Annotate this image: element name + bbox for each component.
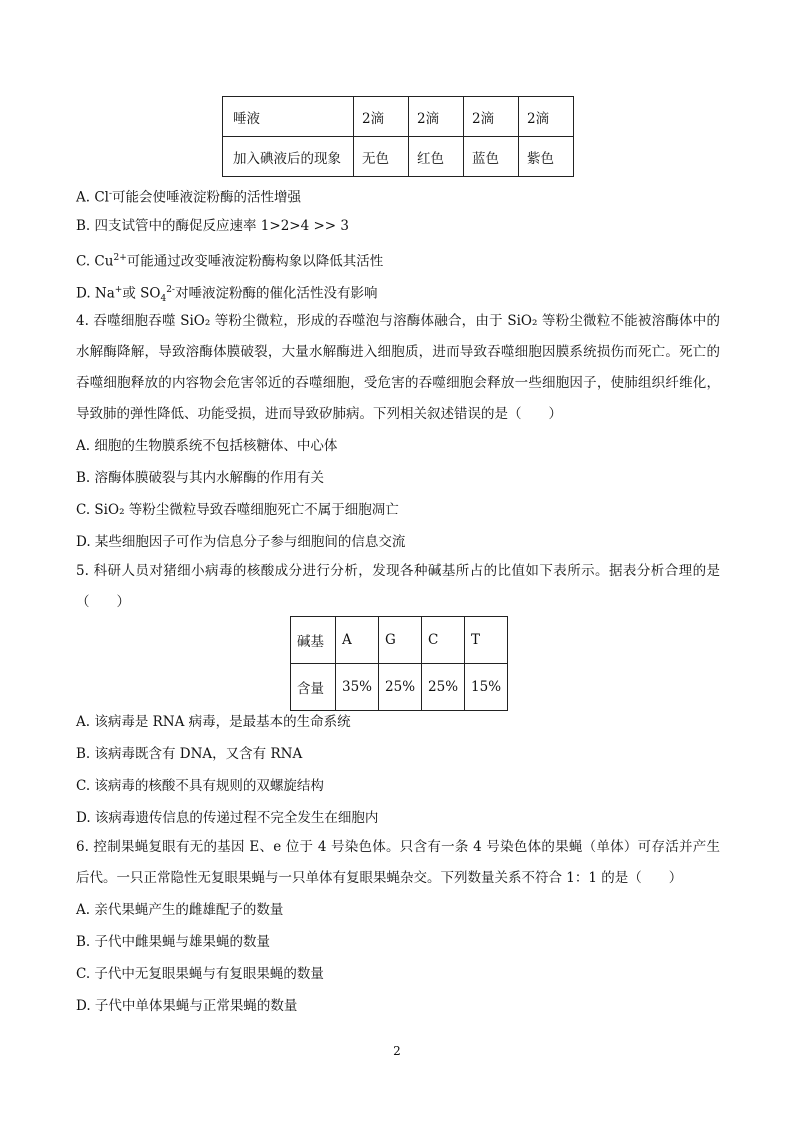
q4-option-a: A. 细胞的生物膜系统不包括核糖体、中心体 (76, 438, 338, 454)
subscript: 4 (160, 294, 167, 305)
q5-stem: 5. 科研人员对猪细小病毒的核酸成分进行分析，发现各种碱基所占的比值如下表所示。据表分析合理的是（ ） (76, 563, 720, 610)
table-cell: 2滴 (354, 97, 409, 137)
table-row (291, 664, 508, 711)
q4-option-b: B. 溶酶体膜破裂与其内水解酶的作用有关 (76, 470, 325, 486)
superscript: + (114, 285, 123, 295)
table-cell: T (465, 617, 508, 664)
text: D. Na (76, 285, 115, 302)
q4-stem: 4. 吞噬细胞吞噬 SiO₂ 等粉尘微粒，形成的吞噬泡与溶酶体融合，由于 SiO₂ 等粉尘微粒不能被溶酶体中的水解酶降解，导致溶酶体膜破裂，大量水解酶进入细胞质，进而导致吞噬细胞因膜系统损伤而死亡。死亡的吞噬细胞释放的内容物会危害邻近的吞噬细胞，受危害的吞噬细胞会释放一些细胞因子，使肺组织纤维化，导致肺的弹性降低、功能受损，进而导致矽肺病。下列相关叙述错误的是（ ） (76, 313, 720, 422)
q4-option-d: D. 某些细胞因子可作为信息分子参与细胞间的信息交流 (76, 534, 406, 550)
table-cell: 2滴 (409, 97, 464, 137)
table-cell: 唾液 (223, 97, 354, 137)
text: C. Cu (76, 253, 114, 270)
superscript: - (108, 189, 113, 199)
q6-stem: 6. 控制果蝇复眼有无的基因 E、e 位于 4 号染色体。只含有一条 4 号染色体的果蝇（单体）可存活并产生后代。一只正常隐性无复眼果蝇与一只单体有复眼果蝇杂交。下列数量关系不符合 1：1 的是（ ） (76, 839, 720, 886)
table-cell: A (336, 617, 379, 664)
q3-option-b: B. 四支试管中的酶促反应速率 1>2>4 >> 3 (76, 218, 349, 234)
table-cell: 2滴 (519, 97, 574, 137)
q3-option-c (76, 248, 383, 272)
text: 可能会使唾液淀粉酶的活性增强 (112, 189, 302, 206)
table-row (291, 617, 508, 664)
table-cell: 15% (465, 664, 508, 711)
table-cell: 25% (422, 664, 465, 711)
text: 对唾液淀粉酶的催化活性没有影响 (174, 285, 378, 302)
table-cell: 红色 (409, 137, 464, 177)
table-cell: C (422, 617, 465, 664)
table-cell: 2滴 (464, 97, 519, 137)
table-cell: 紫色 (519, 137, 574, 177)
table-row (223, 137, 574, 177)
q5-option-b: B. 该病毒既含有 DNA，又含有 RNA (76, 746, 303, 762)
superscript: 2+ (113, 253, 127, 263)
q6-option-b: B. 子代中雌果蝇与雄果蝇的数量 (76, 934, 271, 950)
q3-option-a (76, 184, 301, 208)
text: 或 SO (122, 285, 161, 302)
table-cell: 加入碘液后的现象 (223, 137, 354, 177)
table-cell: 含量 (291, 664, 336, 711)
table-cell: 25% (379, 664, 422, 711)
q6-option-a: A. 亲代果蝇产生的雌雄配子的数量 (76, 902, 284, 918)
table-cell: 无色 (354, 137, 409, 177)
table-cell: 蓝色 (464, 137, 519, 177)
enzyme-experiment-table (222, 96, 574, 177)
q6-option-d: D. 子代中单体果蝇与正常果蝇的数量 (76, 998, 298, 1014)
q5-option-d: D. 该病毒遗传信息的传递过程不完全发生在细胞内 (76, 810, 379, 826)
table-cell: G (379, 617, 422, 664)
table-row (223, 97, 574, 137)
page-number: 2 (393, 1044, 401, 1058)
table-cell: 35% (336, 664, 379, 711)
superscript: 2- (166, 285, 175, 295)
q4-option-c: C. SiO₂ 等粉尘微粒导致吞噬细胞死亡不属于细胞凋亡 (76, 502, 399, 518)
text: A. Cl (76, 189, 109, 206)
q5-option-c: C. 该病毒的核酸不具有规则的双螺旋结构 (76, 778, 324, 794)
q5-option-a: A. 该病毒是 RNA 病毒，是最基本的生命系统 (76, 714, 351, 730)
base-content-table (290, 616, 508, 711)
q6-option-c: C. 子代中无复眼果蝇与有复眼果蝇的数量 (76, 966, 324, 982)
q3-option-d (76, 280, 377, 309)
table-cell: 碱基 (291, 617, 336, 664)
text: 可能通过改变唾液淀粉酶构象以降低其活性 (126, 253, 384, 270)
